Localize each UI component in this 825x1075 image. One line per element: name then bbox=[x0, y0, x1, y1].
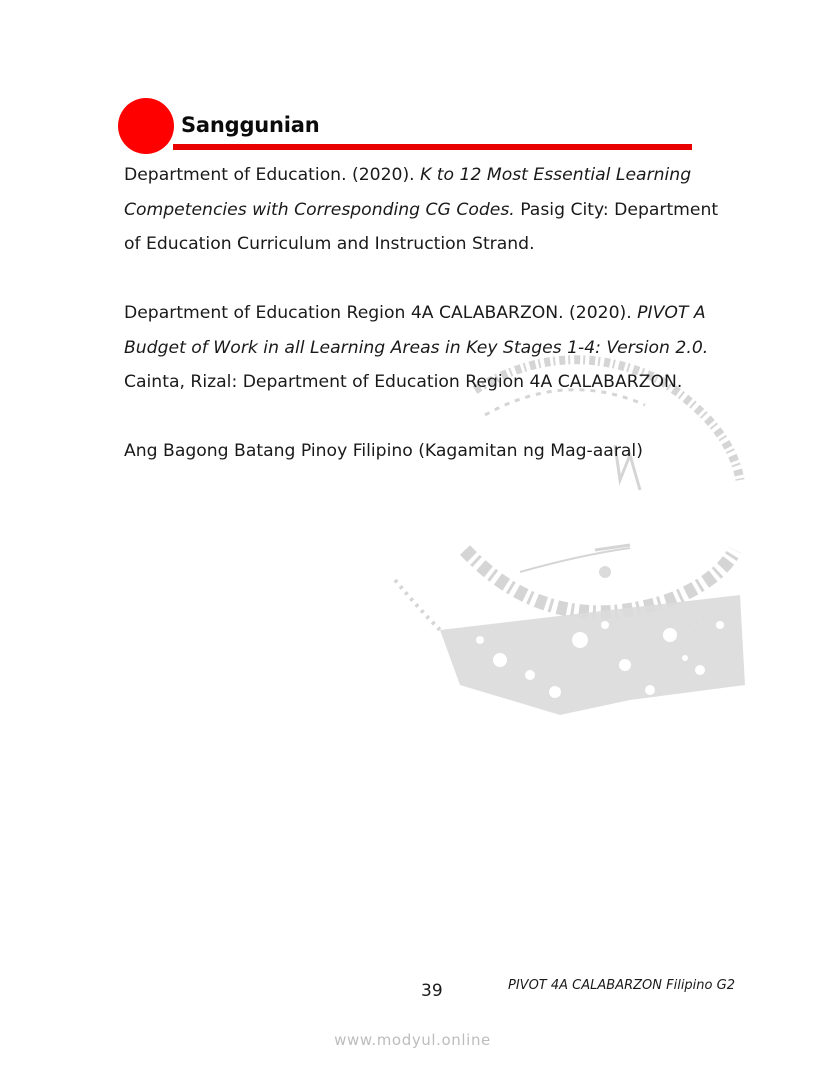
reference-text: Department of Education Region 4A CALABARZON. (2020). bbox=[124, 303, 638, 323]
reference-text: Cainta, Rizal: Department of Education Region 4A CALABARZON. bbox=[124, 372, 683, 392]
reference-text: Pasig City: Department of Education Curriculum and Instruction Strand. bbox=[124, 199, 719, 254]
reference-item bbox=[124, 296, 739, 400]
reference-title: PIVOT A Budget of Work in all Learning Areas in Key Stages 1-4: Version 2.0. bbox=[124, 303, 709, 358]
footer-title: PIVOT 4A CALABARZON Filipino G2 bbox=[508, 978, 735, 993]
page-number: 39 bbox=[421, 981, 443, 1001]
reference-text: Department of Education. (2020). bbox=[124, 165, 421, 185]
reference-list bbox=[124, 158, 739, 503]
page-title: Sanggunian bbox=[181, 113, 320, 137]
header-circle-icon bbox=[118, 98, 174, 154]
reference-item bbox=[124, 158, 739, 262]
reference-text: Ang Bagong Batang Pinoy Filipino (Kagamitan ng Mag-aaral) bbox=[124, 441, 643, 461]
site-watermark: www.modyul.online bbox=[334, 1031, 491, 1049]
header-rule bbox=[173, 144, 692, 150]
reference-title: K to 12 Most Essential Learning Competencies with Corresponding CG Codes. bbox=[124, 165, 692, 220]
reference-item bbox=[124, 434, 739, 469]
